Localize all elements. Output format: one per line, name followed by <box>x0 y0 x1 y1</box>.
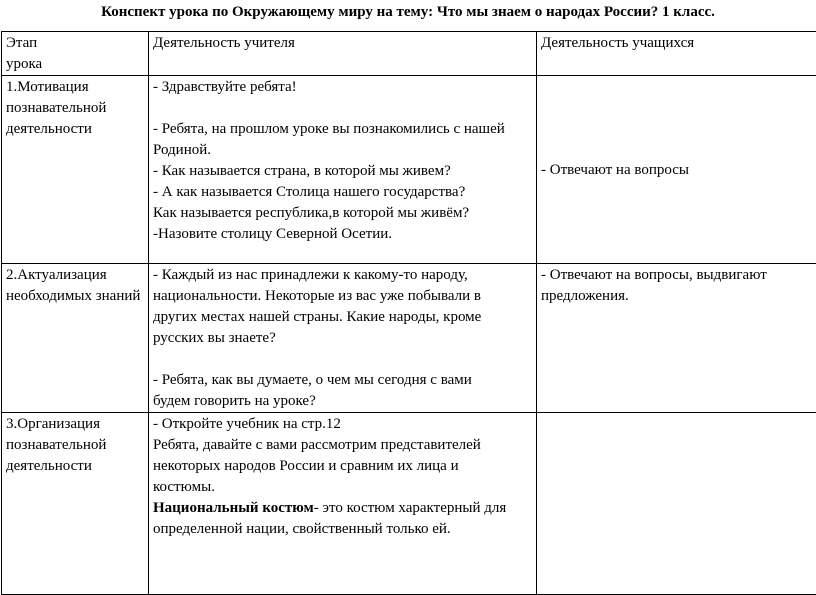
teacher-line: - Каждый из нас принадлежи к какому-то народу, <box>153 265 533 286</box>
blank-line <box>153 349 533 370</box>
header-teacher-cell <box>149 32 537 76</box>
stage-line: 3.Организация <box>6 414 145 435</box>
teacher-activity-cell <box>149 264 537 413</box>
stage-cell <box>2 264 149 413</box>
blank-line <box>153 98 533 119</box>
stage-line: деятельности <box>6 119 145 140</box>
header-students-cell <box>537 32 816 76</box>
lesson-plan-table <box>1 31 816 595</box>
document-title: Конспект урока по Окружающему миру на тему: Что мы знаем о народах России? 1 класс. <box>0 2 816 22</box>
teacher-line: других местах нашей страны. Какие народы, кроме <box>153 307 533 328</box>
term-national-costume: Национальный костюм <box>153 500 314 516</box>
table-row <box>2 413 816 595</box>
teacher-definition-line <box>153 498 533 519</box>
teacher-line: костюмы. <box>153 477 533 498</box>
teacher-line: национальности. Некоторые из вас уже побывали в <box>153 286 533 307</box>
teacher-line: будем говорить на уроке? <box>153 391 533 412</box>
teacher-line: Родиной. <box>153 140 533 161</box>
teacher-line: - Здравствуйте ребята! <box>153 77 533 98</box>
stage-line: деятельности <box>6 456 145 477</box>
header-teacher-label: Деятельность учителя <box>153 33 533 54</box>
header-stage-line: урока <box>6 54 145 75</box>
stage-line: познавательной <box>6 435 145 456</box>
teacher-line: - А как называется Столица нашего государства? <box>153 182 533 203</box>
teacher-activity-cell <box>149 76 537 264</box>
teacher-line: Как называется республика,в которой мы живём? <box>153 203 533 224</box>
stage-cell <box>2 413 149 595</box>
table-row <box>2 264 816 413</box>
stage-line: необходимых знаний <box>6 286 145 307</box>
students-activity-cell <box>537 413 816 595</box>
teacher-line: - Откройте учебник на стр.12 <box>153 414 533 435</box>
stage-line: познавательной <box>6 98 145 119</box>
header-students-label: Деятельность учащихся <box>541 33 816 54</box>
teacher-line: русских вы знаете? <box>153 328 533 349</box>
teacher-line: - Ребята, как вы думаете, о чем мы сегодня с вами <box>153 370 533 391</box>
teacher-line: определенной нации, свойственный только ей. <box>153 519 533 540</box>
table-row <box>2 76 816 264</box>
teacher-line: - Ребята, на прошлом уроке вы познакомились с нашей <box>153 119 533 140</box>
teacher-line: Ребята, давайте с вами рассмотрим представителей <box>153 435 533 456</box>
students-activity-cell <box>537 76 816 264</box>
teacher-line: -Назовите столицу Северной Осетии. <box>153 224 533 245</box>
term-definition: - это костюм характерный для <box>314 500 506 516</box>
stage-line: 2.Актуализация <box>6 265 145 286</box>
table-header-row <box>2 32 816 76</box>
teacher-line: - Как называется страна, в которой мы живем? <box>153 161 533 182</box>
teacher-line: некоторых народов России и сравним их лица и <box>153 456 533 477</box>
stage-cell <box>2 76 149 264</box>
header-stage-line: Этап <box>6 33 145 54</box>
students-activity-cell <box>537 264 816 413</box>
students-line: предложения. <box>541 286 816 307</box>
teacher-activity-cell <box>149 413 537 595</box>
students-line: - Отвечают на вопросы, выдвигают <box>541 265 816 286</box>
students-line: - Отвечают на вопросы <box>541 160 816 181</box>
header-stage-cell <box>2 32 149 76</box>
stage-line: 1.Мотивация <box>6 77 145 98</box>
